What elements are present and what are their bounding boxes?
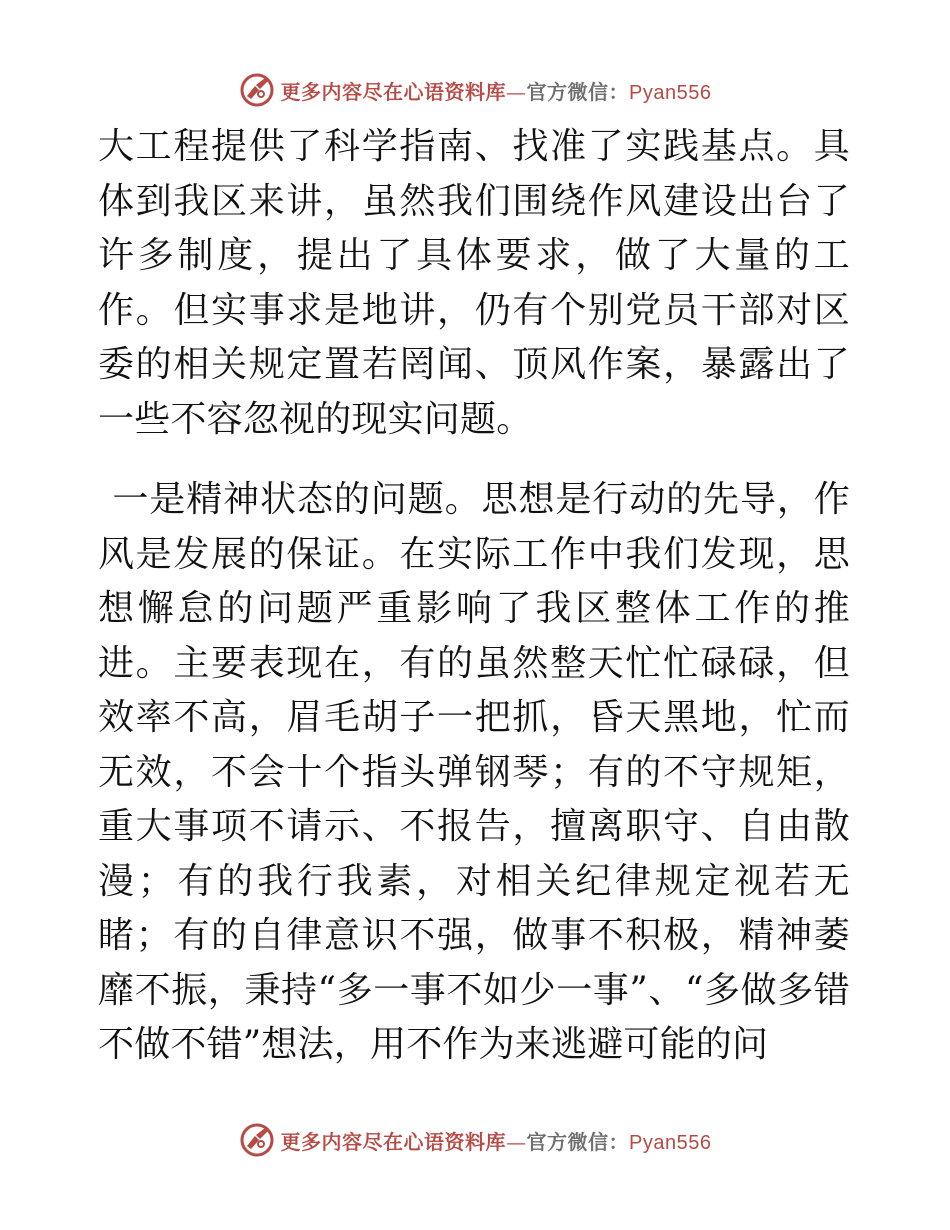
watermark-dash: — bbox=[506, 1129, 527, 1154]
watermark-wechat-label: 官方微信： bbox=[526, 79, 630, 104]
watermark-text bbox=[281, 1126, 712, 1155]
watermark-site-text: 更多内容尽在心语资料库 bbox=[280, 1129, 507, 1154]
watermark-wechat-id: Pyan556 bbox=[629, 81, 712, 104]
watermark-site-text: 更多内容尽在心语资料库 bbox=[280, 79, 507, 104]
book-pen-logo-icon bbox=[239, 72, 275, 108]
watermark-wechat-label: 官方微信： bbox=[526, 1129, 630, 1154]
watermark-wechat-id: Pyan556 bbox=[629, 1131, 712, 1154]
paragraph-2: 一是精神状态的问题。思想是行动的先导，作风是发展的保证。在实际工作中我们发现，思想懈怠的问题严重影响了我区整体工作的推进。主要表现在，有的虽然整天忙忙碌碌，但效率不高，眉毛胡子一把抓，昏天黑地，忙而无效，不会十个指头弹钢琴；有的不守规矩，重大事项不请示、不报告，擅离职守、自由散漫；有的我行我素，对相关纪律规定视若无睹；有的自律意识不强，做事不积极，精神萎靡不振，秉持“多一事不如少一事”、“多做多错不做不错”想法，用不作为来逃避可能的问 bbox=[98, 479, 850, 1065]
watermark-dash: — bbox=[506, 79, 527, 104]
paragraph-1: 大工程提供了科学指南、找准了实践基点。具体到我区来讲，虽然我们围绕作风建设出台了许多制度，提出了具体要求，做了大量的工作。但实事求是地讲，仍有个别党员干部对区委的相关规定置若罔闻、顶风作案，暴露出了一些不容忽视的现实问题。 bbox=[98, 126, 850, 440]
document-body bbox=[98, 120, 850, 1073]
watermark-text bbox=[281, 76, 712, 105]
book-pen-logo-icon bbox=[239, 1122, 275, 1158]
footer-watermark bbox=[0, 1120, 950, 1160]
header-watermark bbox=[0, 70, 950, 110]
